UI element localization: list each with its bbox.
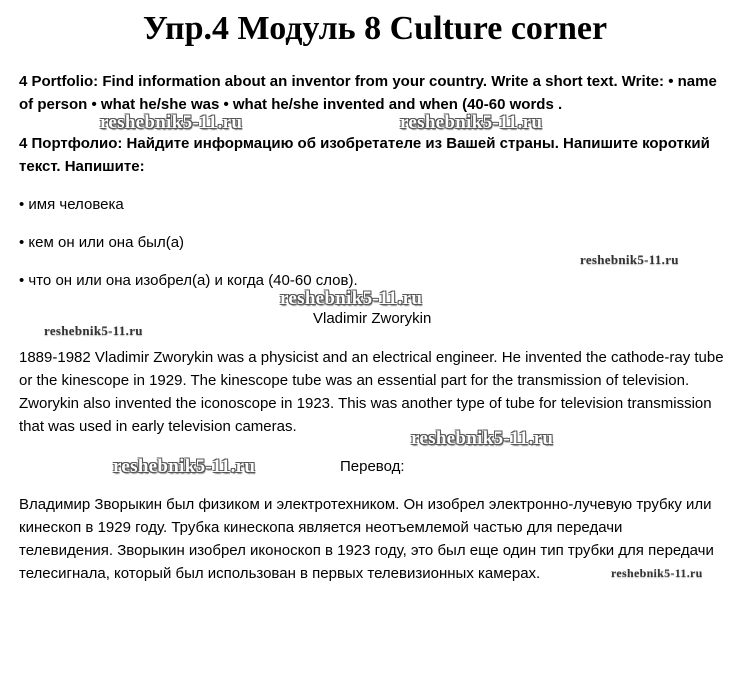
task-english: 4 Portfolio: Find information about an inventor from your country. Write a short text. Write: • name of person • what he/she was • what he/she invented and when (40-60 words . (19, 73, 717, 113)
watermark: reshebnik5-11.ru (44, 323, 143, 338)
page-title: Упр.4 Модуль 8 Culture corner (142, 10, 608, 47)
bullet-profession: • кем он или она был(а) (19, 234, 185, 251)
bullet-invention: • что он или она изобрел(а) и когда (40-60 слов). (19, 272, 358, 289)
subject-name: Vladimir Zworykin (313, 310, 432, 327)
task-russian: 4 Портфолио: Найдите информацию об изобретателе из Вашей страны. Напишите короткий текст. Напишите: (19, 135, 710, 175)
text-english: 1889-1982 Vladimir Zworykin was a physicist and an electrical engineer. He invented the cathode-ray tube or the kinescope in 1929. The kinescope tube was an essential part for the transmission of television. Zworykin also invented the iconoscope in 1923. This was another type of tube for television transmission that was used in early television cameras. (19, 349, 724, 435)
watermark: reshebnik5-11.ru (411, 428, 554, 449)
watermark: reshebnik5-11.ru (100, 112, 243, 133)
text-russian: Владимир Зворыкин был физиком и электротехником. Он изобрел электронно-лучевую трубку или кинескоп в 1929 году. Трубка кинескопа является неотъемлемой частью для передачи телевидения. Зворыкин изобрел иконоскоп в 1923 году, это был еще один тип трубки для передачи телесигнала, который был использован в первых телевизионных камерах. (19, 496, 714, 582)
watermark: reshebnik5-11.ru (400, 112, 543, 133)
watermark: reshebnik5-11.ru (580, 252, 679, 267)
bullet-name: • имя человека (19, 196, 124, 213)
translation-label: Перевод: (340, 458, 405, 475)
watermark: reshebnik5-11.ru (113, 456, 256, 477)
watermark: reshebnik5-11.ru (280, 288, 423, 309)
watermark: reshebnik5-11.ru (611, 566, 703, 580)
